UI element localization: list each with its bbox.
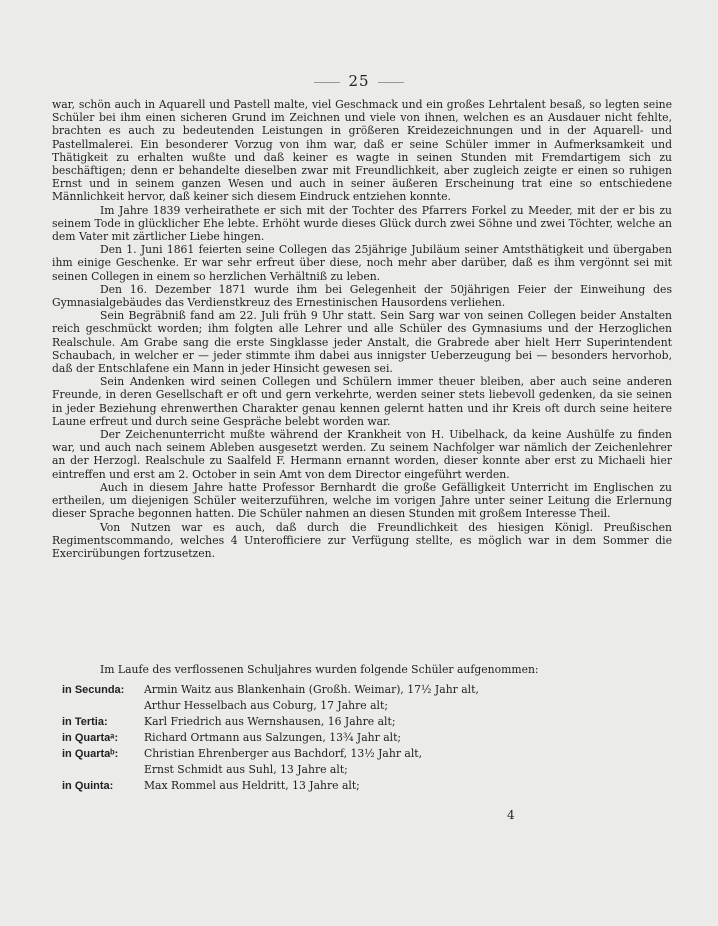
student-entry: Ernst Schmidt aus Suhl, 13 Jahre alt; [144, 763, 348, 776]
page-number: 25 [0, 72, 718, 90]
student-entry: Richard Ortmann aus Salzungen, 13¾ Jahr alt; [144, 731, 402, 744]
class-row-tertia [52, 714, 672, 730]
paragraph: Den 1. Juni 1861 feierten seine Collegen das 25jährige Jubiläum seiner Amtsthätigkeit und übergaben ihm einige Geschenke. Er war sehr erfreut über diese, noch mehr aber darüber, daß es ihm vergönnt sei mit seinen Collegen in einem so herzlichen Verhältniß zu leben. [52, 243, 672, 283]
class-label: in Quinta: [62, 780, 114, 792]
signature-mark: 4 [507, 808, 515, 822]
paragraph: Von Nutzen war es auch, daß durch die Freundlichkeit des hiesigen Königl. Preußischen Regimentscommando, welches 4 Unterofficiere zur Verfügung stellte, es möglich war in dem Sommer die Exercirübungen fortzusetzen. [52, 520, 672, 560]
class-label: in Quartaᵃ: [62, 732, 119, 744]
class-label: in Secunda: [62, 684, 125, 696]
student-entry: Armin Waitz aus Blankenhain (Großh. Weimar), 17½ Jahr alt, [144, 683, 479, 696]
paragraph: Der Zeichenunterricht mußte während der Krankheit von H. Uibelhack, da keine Aushülfe zu finden war, und auch nach seinem Ableben ausgesetzt werden. Zu seinem Nachfolger war nämlich der Zeichenlehrer an der Herzogl. Realschule zu Saalfeld F. Hermann ernannt worden, dieser konnte aber erst zu Michaeli hier eintreffen und erst am 2. October in sein Amt von dem Director eingeführt werden. [52, 428, 672, 481]
student-entry: Arthur Hesselbach aus Coburg, 17 Jahre alt; [144, 699, 388, 712]
class-students [144, 682, 672, 714]
class-label: in Tertia: [62, 716, 108, 728]
admissions-list [52, 662, 672, 794]
paragraph: Auch in diesem Jahre hatte Professor Bernhardt die große Gefälligkeit Unterricht im Englischen zu ertheilen, um diejenigen Schüler weiterzuführen, welche im vorigen Jahre unter seiner Leitung die Erlernung dieser Sprache begonnen hatten. Die Schüler nahmen an diesen Stunden mit großem Interesse Theil. [52, 480, 672, 521]
class-students [144, 714, 672, 730]
class-students [144, 730, 672, 746]
student-entry: Christian Ehrenberger aus Bachdorf, 13½ Jahr alt, [144, 747, 423, 760]
body-text [52, 98, 672, 560]
admissions-intro: Im Laufe des verflossenen Schuljahres wurden folgende Schüler aufgenommen: [100, 663, 539, 676]
class-row-secunda [52, 682, 672, 714]
class-row-quarta-b [52, 746, 672, 778]
class-row-quinta [52, 778, 672, 794]
paragraph: Sein Andenken wird seinen Collegen und Schülern immer theuer bleiben, aber auch seine anderen Freunde, in deren Gesellschaft er oft und gern verkehrte, werden seiner stets liebevoll gedenken, da sie seinen in jeder Beziehung ehrenwerthen Charakter genau kennen gelernt hatten und ihr Kreis oft durch seine heitere Laune erfreut und durch seine Gespräche belebt worden war. [52, 375, 672, 428]
student-entry: Max Rommel aus Heldritt, 13 Jahre alt; [144, 779, 360, 792]
student-entry: Karl Friedrich aus Wernshausen, 16 Jahre alt; [144, 715, 396, 728]
class-label: in Quartaᵇ: [62, 748, 119, 760]
paragraph: Den 16. Dezember 1871 wurde ihm bei Gelegenheit der 50jährigen Feier der Einweihung des Gymnasialgebäudes das Verdienstkreuz des Ernestinischen Hausordens verliehen. [52, 282, 672, 310]
paragraph: Im Jahre 1839 verheirathete er sich mit der Tochter des Pfarrers Forkel zu Meeder, mit der er bis zu seinem Tode in glücklicher Ehe lebte. Erhöht wurde dieses Glück durch zwei Söhne und zwei Töchter, welche an dem Vater mit zärtlicher Liebe hingen. [52, 203, 672, 244]
class-students [144, 778, 672, 794]
paragraph: Sein Begräbniß fand am 22. Juli früh 9 Uhr statt. Sein Sarg war von seinen Collegen beider Anstalten reich geschmückt worden; ihm folgten alle Lehrer und alle Schüler des Gymnasiums und der Herzoglichen Realschule. Am Grabe sang die erste Singklasse jeder Anstalt, die Grabrede aber hielt Herr Superintendent Schaubach, in welcher er — jeder stimmte ihm dabei aus innigster Ueberzeugung bei — besonders hervorhob, daß der Entschlafene ein Mann in jeder Hinsicht gewesen sei. [52, 309, 672, 376]
paragraph: war, schön auch in Aquarell und Pastell malte, viel Geschmack und ein großes Lehrtalent besaß, so legten seine Schüler bei ihm einen sicheren Grund im Zeichnen und viele von ihnen, welchen es an Ausdauer nicht fehlte, brachten es auch zu bedeutenden Leistungen in größeren Kreidezeichnungen und in der Aquarell- und Pastellmalerei. Ein besonderer Vorzug von ihm war, daß er seine Schüler immer in Aufmerksamkeit und Thätigkeit zu erhalten wußte und daß keiner es wagte in seinen Stunden mit Fremdartigem sich zu beschäftigen; denn er behandelte dieselben zwar mit Freundlichkeit, aber zugleich zeigte er einen so ruhigen Ernst und in seinem ganzen Wesen und auch in seiner äußeren Erscheinung trat eine so entschiedene Männlichkeit hervor, daß keiner sich diesem Eindruck entziehen konnte. [52, 98, 672, 204]
class-row-quarta-a [52, 730, 672, 746]
class-students [144, 746, 672, 778]
